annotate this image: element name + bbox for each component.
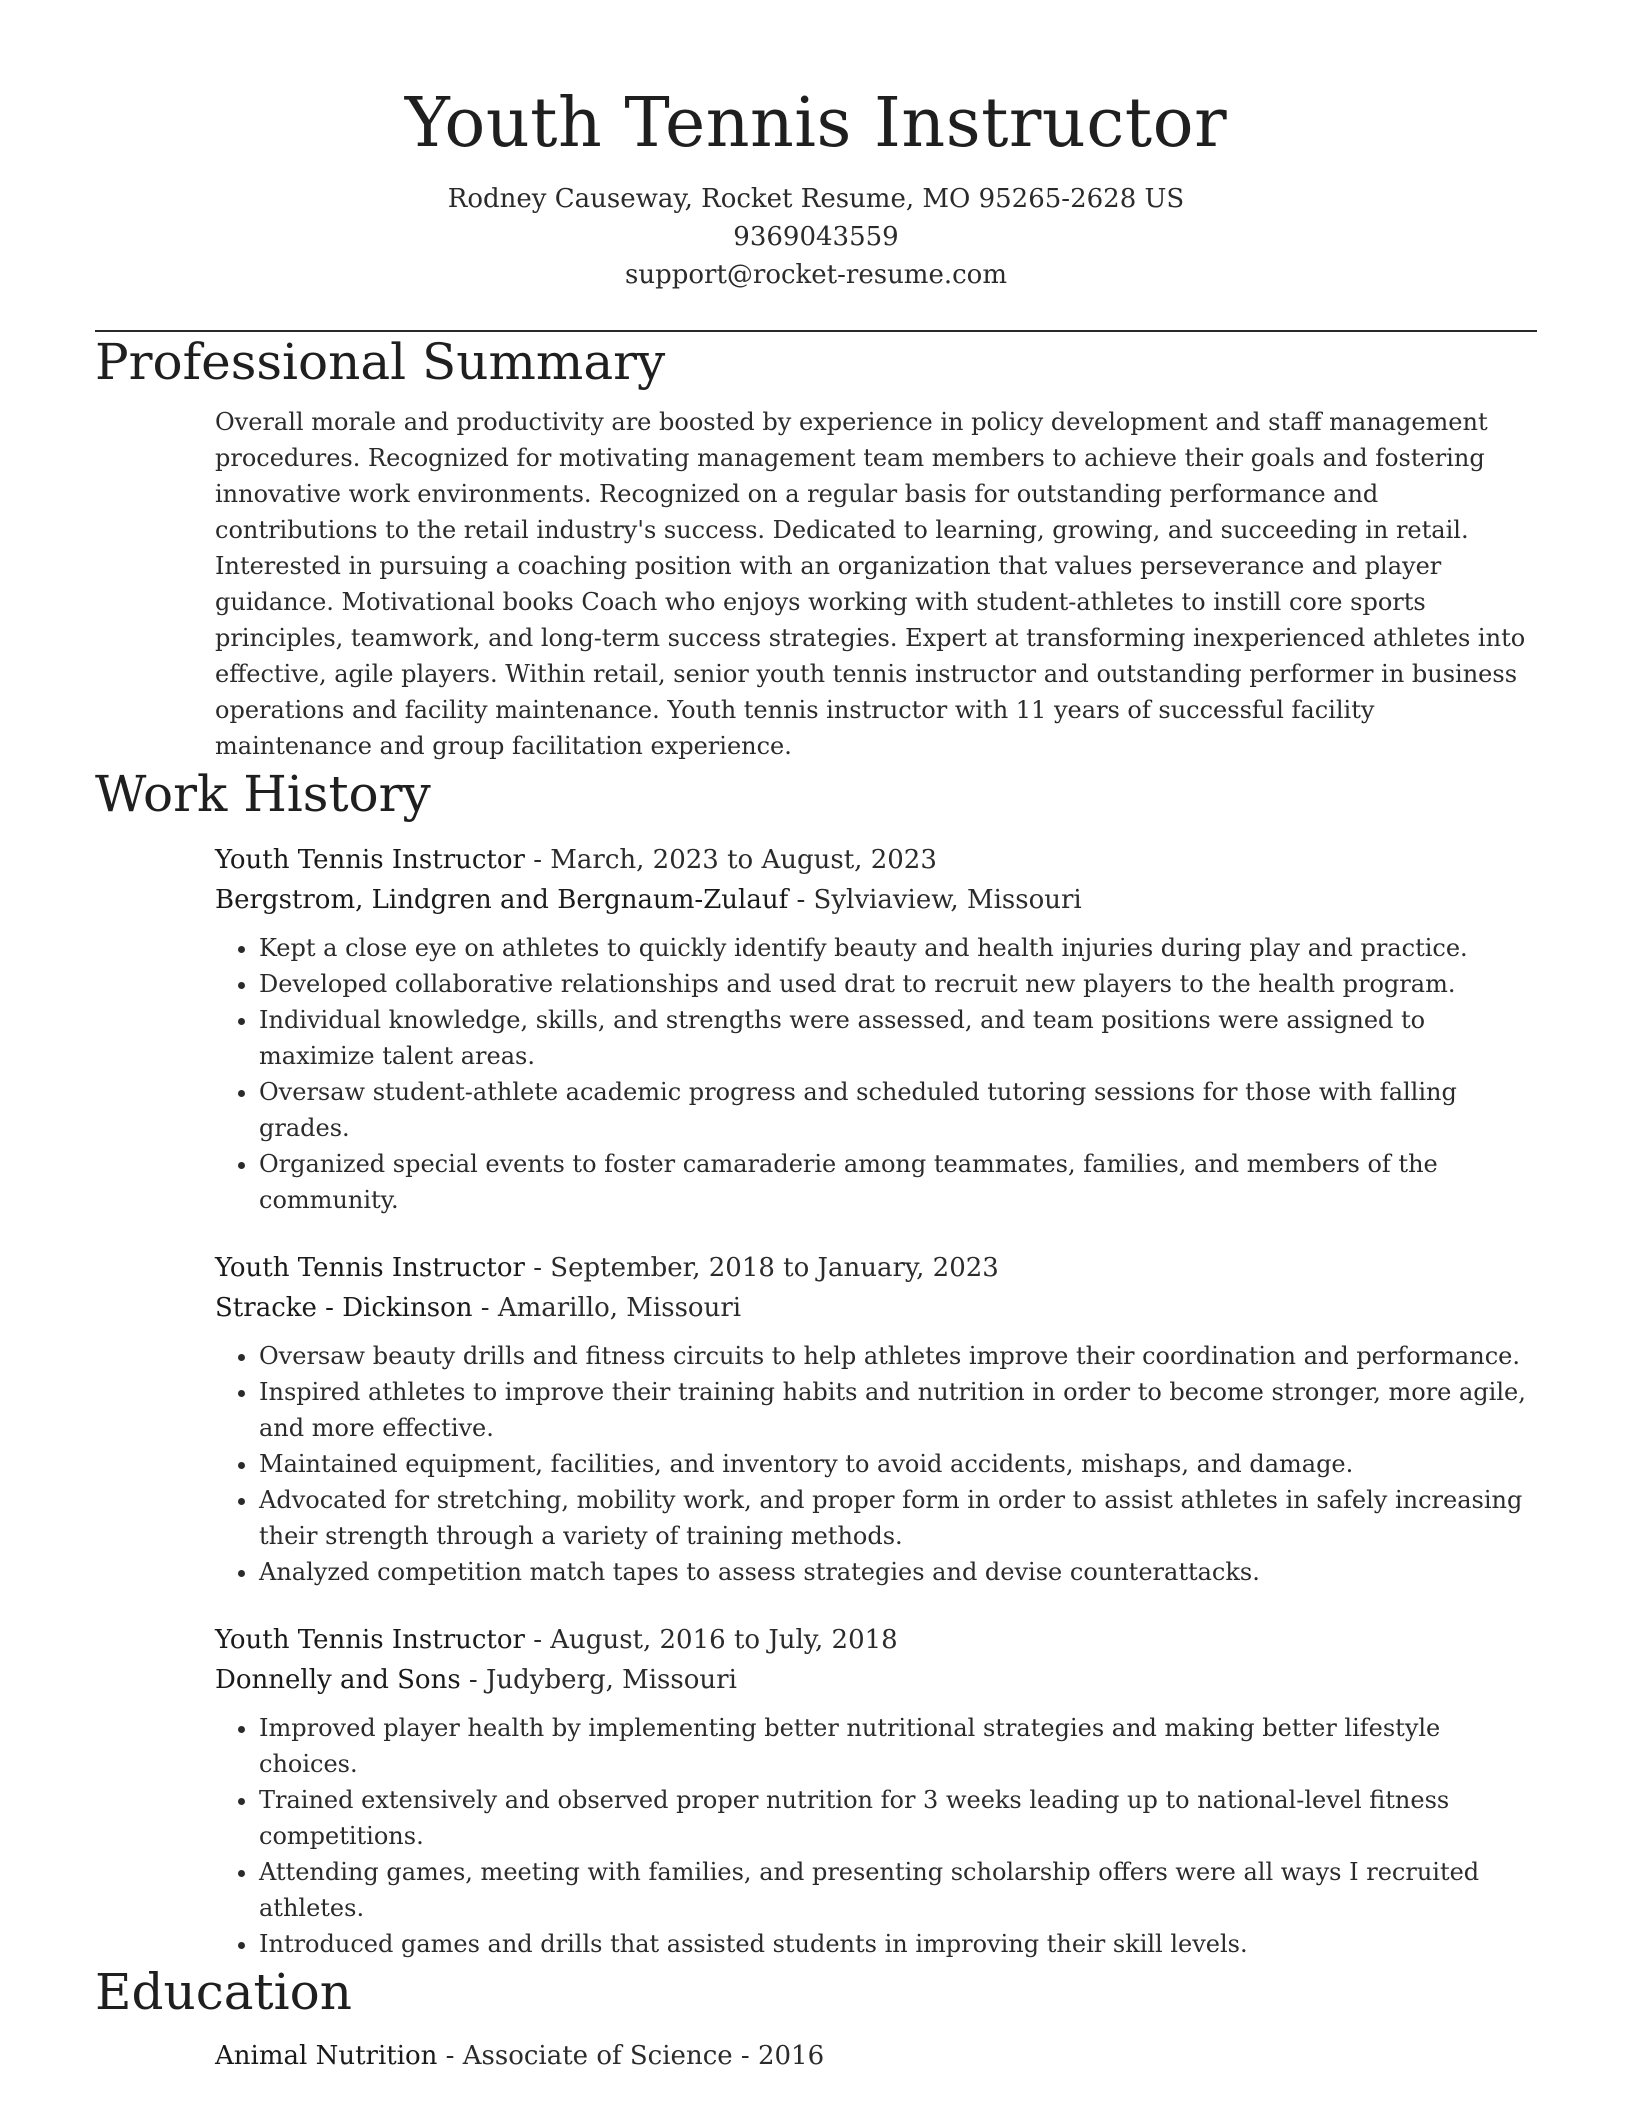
job-bullets: [215, 930, 1537, 1218]
job-employer-line: [215, 880, 1537, 920]
job-employer: Donnelly and Sons: [215, 1665, 461, 1695]
job-bullet: • Improved player health by implementing better nutritional strategies and making better lifestyle choices.: [259, 1710, 1537, 1782]
job-bullet: • Attending games, meeting with families, and presenting scholarship offers were all ways I recruited athletes.: [259, 1854, 1537, 1926]
professional-summary-section: [95, 332, 1537, 764]
section-title-work-history: Work History: [95, 765, 431, 823]
summary-text: Overall morale and productivity are boosted by experience in policy development and staff management procedures. Recognized for motivating management team members to achieve their goals and fostering innovative work environments. Recognized on a regular basis for outstanding performance and contributions to the retail industry's success. Dedicated to learning, growing, and succeeding in retail. Interested in pursuing a coaching position with an organization that values perseverance and player guidance. Motivational books Coach who enjoys working with student-athletes to instill core sports principles, teamwork, and long-term success strategies. Expert at transforming inexperienced athletes into effective, agile players. Within retail, senior youth tennis instructor and outstanding performer in business operations and facility maintenance. Youth tennis instructor with 11 years of successful facility maintenance and group facilitation experience.: [215, 408, 1526, 760]
job-bullets: [215, 1710, 1537, 1962]
section-title-summary: Professional Summary: [95, 333, 666, 391]
job-entry: [215, 840, 1537, 1218]
candidate-title: Youth Tennis Instructor: [404, 84, 1228, 163]
phone-number: 9369043559: [733, 222, 899, 252]
job-dates: - August, 2016 to July, 2018: [524, 1625, 898, 1655]
job-position: Youth Tennis Instructor: [215, 1625, 525, 1655]
job-bullet: • Organized special events to foster camaraderie among teammates, families, and members of the community.: [259, 1146, 1537, 1218]
education-degree: - Associate of Science: [437, 2041, 733, 2071]
education-section: [95, 1962, 1537, 2076]
address: Rodney Causeway, Rocket Resume, MO 95265-2628 US: [447, 184, 1185, 214]
job-employer-line: [215, 1660, 1537, 1700]
job-list: [215, 840, 1537, 1962]
job-employer: Stracke - Dickinson: [215, 1293, 473, 1323]
work-history-section: [95, 764, 1537, 1962]
email-address: support@rocket-resume.com: [624, 260, 1007, 290]
job-position: Youth Tennis Instructor: [215, 1253, 525, 1283]
education-entry: [215, 2036, 1537, 2076]
job-dates: - March, 2023 to August, 2023: [524, 845, 937, 875]
job-position: Youth Tennis Instructor: [215, 845, 525, 875]
job-bullet: • Oversaw student-athlete academic progress and scheduled tutoring sessions for those with falling grades.: [259, 1074, 1537, 1146]
job-location: - Amarillo, Missouri: [472, 1293, 742, 1323]
job-bullets: [215, 1338, 1537, 1590]
job-entry: [215, 1620, 1537, 1962]
job-bullet: • Advocated for stretching, mobility work, and proper form in order to assist athletes in safely increasing their strength through a variety of training methods.: [259, 1482, 1537, 1554]
resume-header: [95, 0, 1537, 294]
job-title-line: [215, 1248, 1537, 1288]
job-location: - Sylviaview, Missouri: [788, 885, 1082, 915]
contact-block: [95, 180, 1537, 294]
section-title-education: Education: [95, 1963, 352, 2021]
education-field: Animal Nutrition: [215, 2041, 438, 2071]
job-title-line: [215, 840, 1537, 880]
job-employer-line: [215, 1288, 1537, 1328]
job-bullet: • Inspired athletes to improve their training habits and nutrition in order to become stronger, more agile, and more effective.: [259, 1374, 1537, 1446]
job-dates: - September, 2018 to January, 2023: [524, 1253, 999, 1283]
job-bullet: • Kept a close eye on athletes to quickly identify beauty and health injuries during play and practice.: [259, 930, 1537, 966]
job-bullet: • Developed collaborative relationships and used drat to recruit new players to the health program.: [259, 966, 1537, 1002]
job-location: - Judyberg, Missouri: [460, 1665, 737, 1695]
job-bullet: • Trained extensively and observed proper nutrition for 3 weeks leading up to national-level fitness competitions.: [259, 1782, 1537, 1854]
job-bullet: • Maintained equipment, facilities, and inventory to avoid accidents, mishaps, and damage.: [259, 1446, 1537, 1482]
job-bullet: • Analyzed competition match tapes to assess strategies and devise counterattacks.: [259, 1554, 1537, 1590]
job-bullet: • Individual knowledge, skills, and strengths were assessed, and team positions were assigned to maximize talent areas.: [259, 1002, 1537, 1074]
job-employer: Bergstrom, Lindgren and Bergnaum-Zulauf: [215, 885, 789, 915]
job-bullet: • Oversaw beauty drills and fitness circuits to help athletes improve their coordination and performance.: [259, 1338, 1537, 1374]
education-year: - 2016: [732, 2041, 825, 2071]
job-bullet: • Introduced games and drills that assisted students in improving their skill levels.: [259, 1926, 1537, 1962]
job-title-line: [215, 1620, 1537, 1660]
job-entry: [215, 1248, 1537, 1590]
